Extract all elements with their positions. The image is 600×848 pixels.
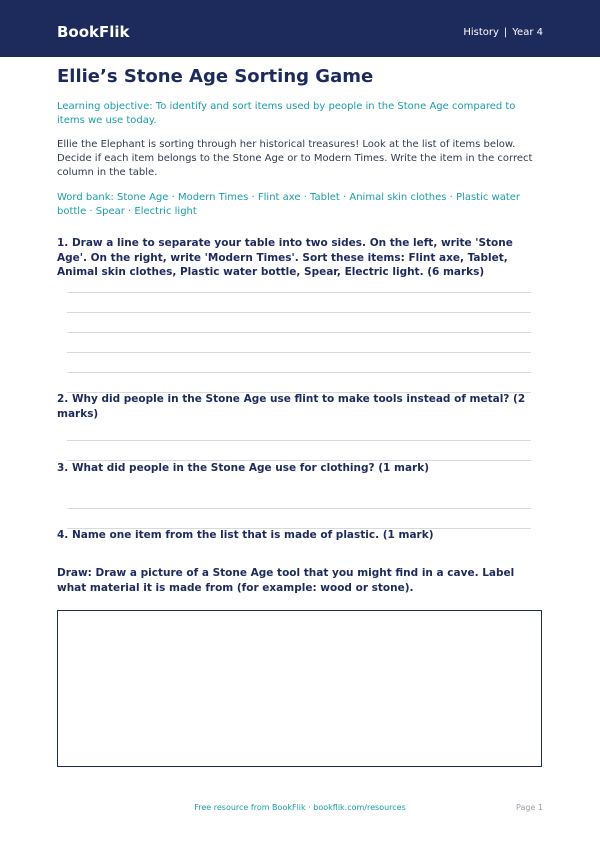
page-number: Page 1 xyxy=(516,803,543,812)
instructions-intro: Ellie the Elephant is sorting through her historical treasures! Look at the list of items below. Decide if each item belongs to the Stone Age or to Modern Times. Write the item in the correct column in the table. xyxy=(57,139,533,178)
footer-credit[interactable]: Free resource from BookFlik · bookflik.com/resources xyxy=(194,803,406,812)
drawing-box[interactable] xyxy=(57,610,542,767)
answer-line[interactable] xyxy=(67,352,531,353)
meta-separator: | xyxy=(503,27,508,38)
draw-prompt: Draw: Draw a picture of a Stone Age tool that you might find in a cave. Label what material it is made from (for example: wood or stone). xyxy=(57,567,515,594)
answer-line[interactable] xyxy=(67,508,531,509)
subject-label: History xyxy=(463,27,499,38)
worksheet-content xyxy=(57,63,541,280)
page-title: Ellie’s Stone Age Sorting Game xyxy=(57,66,374,87)
page-footer xyxy=(0,801,600,815)
answer-line[interactable] xyxy=(67,292,531,293)
header-meta xyxy=(463,26,543,40)
page-header xyxy=(0,0,600,57)
year-label: Year 4 xyxy=(512,27,543,38)
brand-logo: BookFlik xyxy=(57,23,130,41)
answer-line[interactable] xyxy=(67,372,531,373)
answer-line[interactable] xyxy=(67,440,531,441)
question-1: 1. Draw a line to separate your table into two sides. On the left, write 'Stone Age'. On the right, write 'Modern Times'. Sort these items: Flint axe, Tablet, Animal skin clothes, Plastic water bottle, Spear, Electric light. (6 marks) xyxy=(57,237,513,278)
word-bank: Word bank: Stone Age · Modern Times · Flint axe · Tablet · Animal skin clothes · Plastic water bottle · Spear · Electric light xyxy=(57,192,521,217)
answer-line[interactable] xyxy=(67,312,531,313)
question-3: 3. What did people in the Stone Age use for clothing? (1 mark) xyxy=(57,462,429,474)
answer-line[interactable] xyxy=(67,332,531,333)
learning-objective: Learning objective: To identify and sort items used by people in the Stone Age compared to items we use today. xyxy=(57,101,516,126)
question-2: 2. Why did people in the Stone Age use flint to make tools instead of metal? (2 marks) xyxy=(57,393,526,420)
question-4: 4. Name one item from the list that is made of plastic. (1 mark) xyxy=(57,529,434,541)
